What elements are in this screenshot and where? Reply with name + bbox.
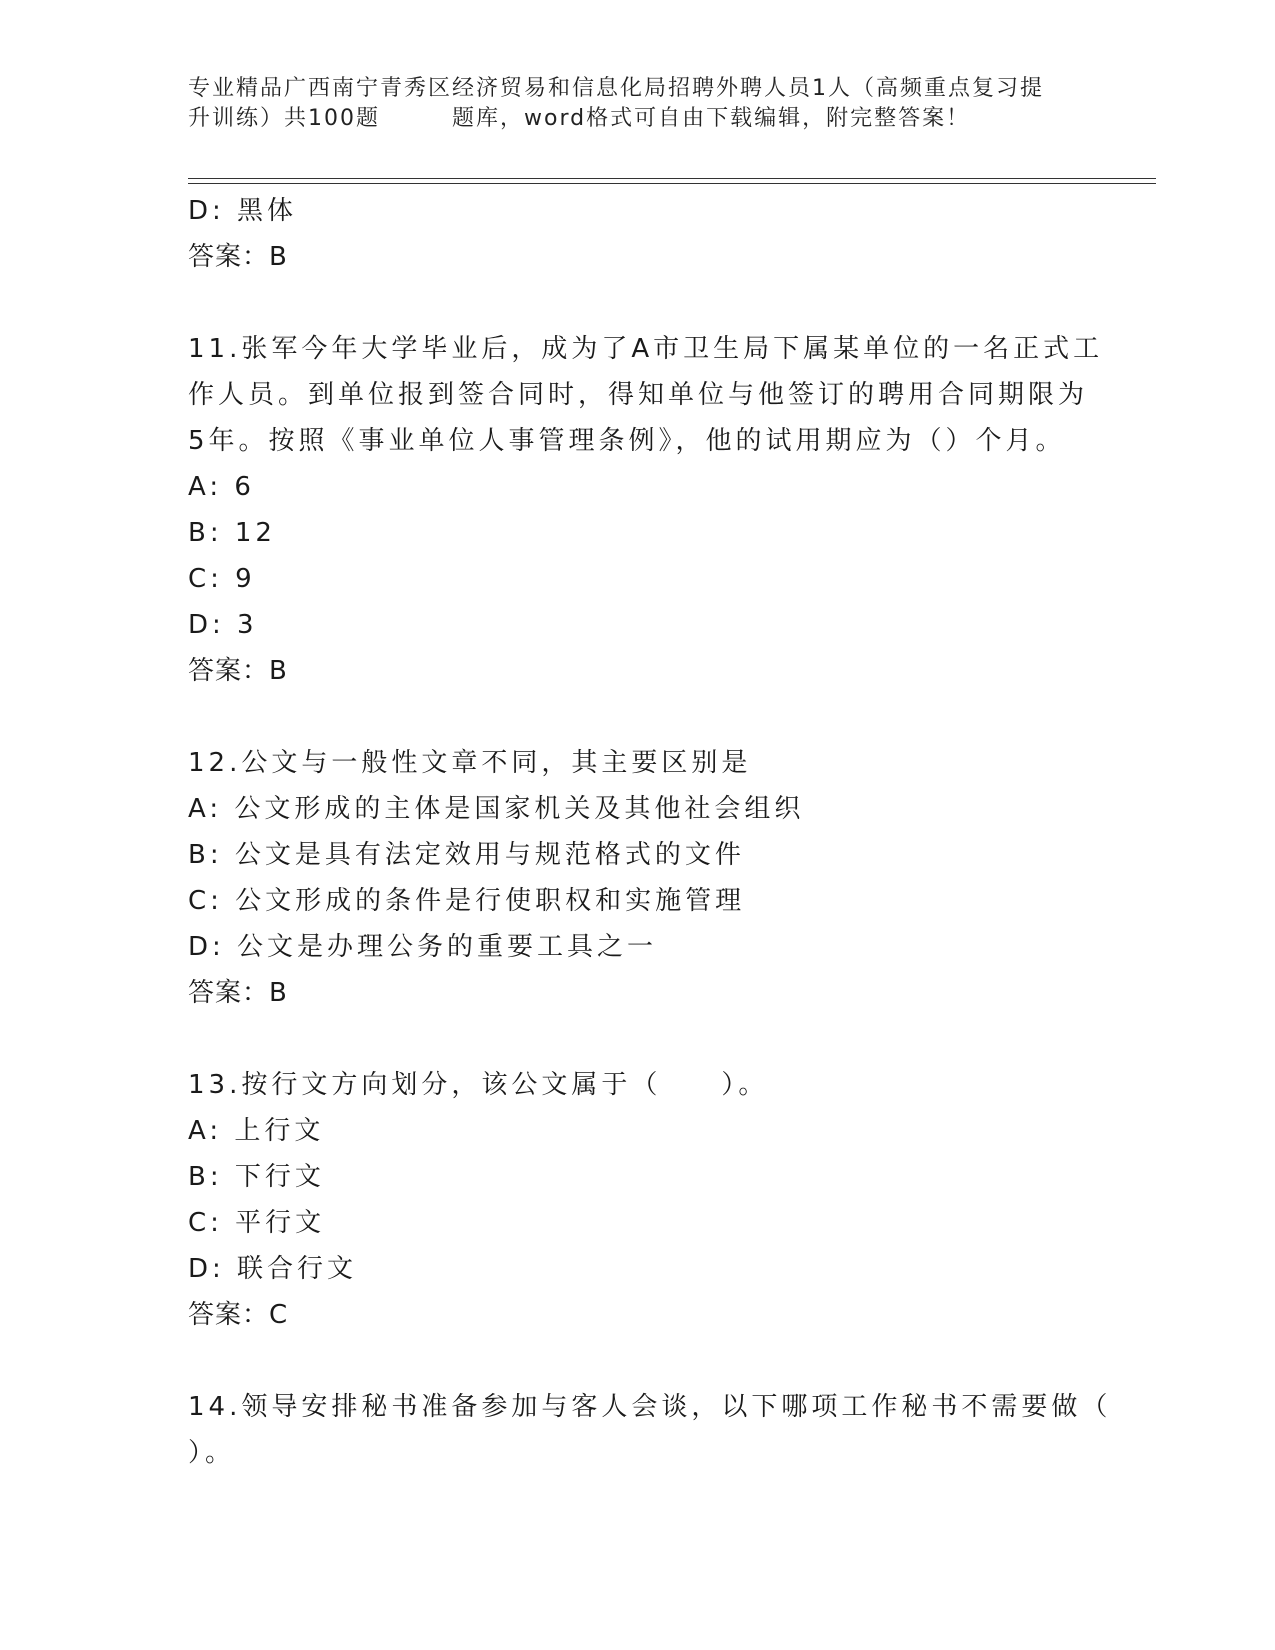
answer-value: B — [269, 242, 288, 272]
question-14 — [188, 1384, 1112, 1476]
question-text-line: 11.张军今年大学毕业后，成为了A市卫生局下属某单位的一名正式工 — [188, 334, 1104, 364]
answer-line — [188, 234, 1108, 280]
option-d: D: 公文是办理公务的重要工具之一 — [188, 932, 658, 962]
answer-line — [188, 1292, 1108, 1338]
question-text-line: 作人员。到单位报到签合同时，得知单位与他签订的聘用合同期限为 — [188, 380, 1089, 410]
option-d: D: 联合行文 — [188, 1254, 358, 1284]
answer-value: B — [269, 656, 288, 686]
option-b: B: 12 — [188, 518, 276, 548]
header-divider-top — [188, 178, 1156, 179]
option-c: C: 公文形成的条件是行使职权和实施管理 — [188, 886, 746, 916]
header-line-1: 专业精品广西南宁青秀区经济贸易和信息化局招聘外聘人员1人（高频重点复习提 — [188, 76, 1044, 101]
header-line-2-part-2: 题库，word格式可自由下载编辑，附完整答案！ — [452, 106, 971, 131]
option-a: A: 公文形成的主体是国家机关及其他社会组织 — [188, 794, 805, 824]
option-c: C: 9 — [188, 564, 256, 594]
question-12 — [188, 740, 1108, 1016]
answer-label: 答案： — [188, 978, 270, 1008]
option-d: D: 黑体 — [188, 196, 298, 226]
question-text-line: 14.领导安排秘书准备参加与客人会谈，以下哪项工作秘书不需要做（ — [188, 1392, 1112, 1422]
header-line-2 — [188, 104, 1088, 134]
question-text-line: 12.公文与一般性文章不同，其主要区别是 — [188, 748, 752, 778]
option-b: B: 下行文 — [188, 1162, 325, 1192]
header-line-2-part-1: 升训练）共100题 — [188, 106, 380, 131]
answer-value: B — [269, 978, 288, 1008]
option-a: A: 上行文 — [188, 1116, 325, 1146]
question-text-line: 5年。按照《事业单位人事管理条例》，他的试用期应为（）个月。 — [188, 426, 1066, 456]
option-c: C: 平行文 — [188, 1208, 326, 1238]
document-header — [188, 74, 1088, 134]
option-d: D: 3 — [188, 610, 258, 640]
question-13 — [188, 1062, 1108, 1338]
document-body — [188, 188, 1112, 1476]
question-text-line: 13.按行文方向划分，该公文属于（ ）。 — [188, 1070, 769, 1100]
answer-line — [188, 648, 1108, 694]
header-divider-bottom — [188, 183, 1156, 184]
option-a: A: 6 — [188, 472, 255, 502]
option-b: B: 公文是具有法定效用与规范格式的文件 — [188, 840, 745, 870]
question-11 — [188, 326, 1108, 694]
answer-label: 答案： — [188, 1300, 270, 1330]
answer-value: C — [269, 1300, 289, 1330]
answer-line — [188, 970, 1108, 1016]
previous-question-tail — [188, 188, 1108, 280]
answer-label: 答案： — [188, 242, 270, 272]
question-text-line: ）。 — [188, 1438, 236, 1468]
answer-label: 答案： — [188, 656, 270, 686]
